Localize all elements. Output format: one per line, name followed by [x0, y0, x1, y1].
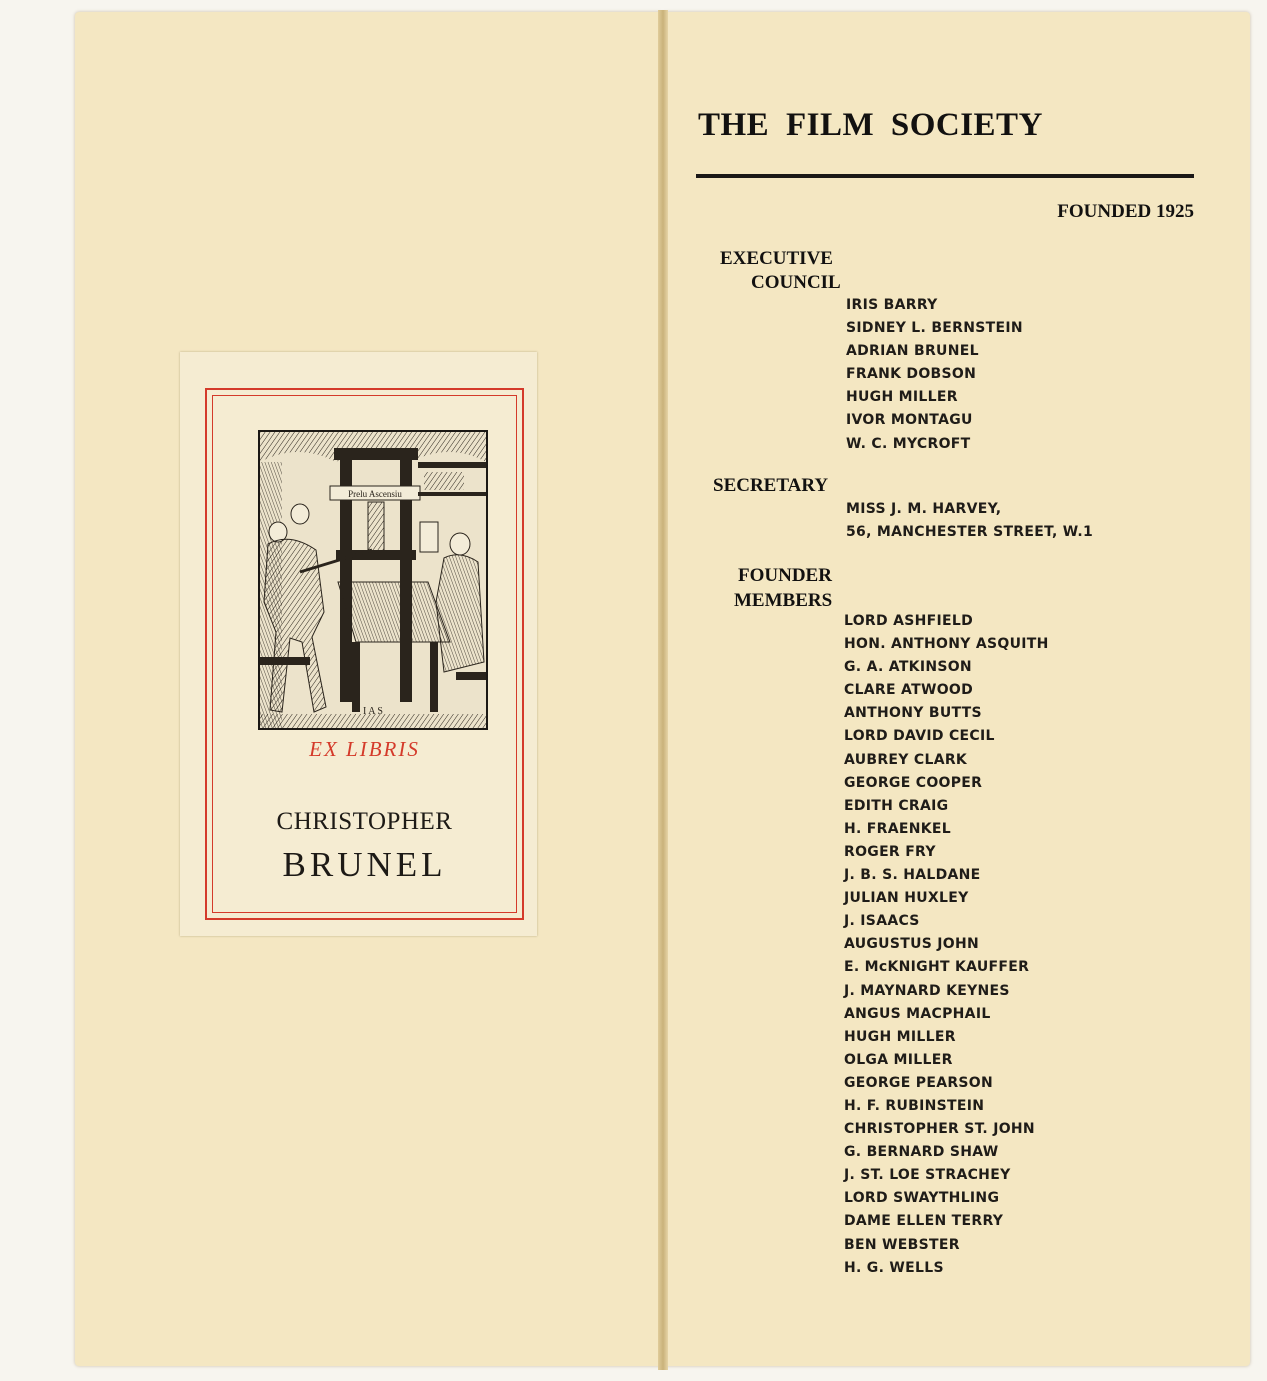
printing-press-woodcut	[258, 430, 488, 730]
list-item: J. ISAACS	[844, 913, 920, 930]
list-item: J. MAYNARD KEYNES	[844, 982, 1010, 999]
list-item: ANTHONY BUTTS	[844, 705, 982, 722]
list-item: EDITH CRAIG	[844, 797, 949, 814]
list-item: J. ST. LOE STRACHEY	[844, 1167, 1011, 1184]
list-item: FRANK DOBSON	[846, 366, 977, 383]
list-item: CLARE ATWOOD	[844, 682, 974, 699]
list-item: HUGH MILLER	[844, 1028, 956, 1045]
list-item: LORD SWAYTHLING	[844, 1190, 1000, 1207]
list-item: W. C. MYCROFT	[846, 435, 971, 452]
list-item: ADRIAN BRUNEL	[846, 343, 979, 360]
list-item: H. G. WELLS	[844, 1259, 944, 1276]
founder-heading-line2: MEMBERS	[734, 590, 833, 611]
list-item: G. BERNARD SHAW	[844, 1144, 999, 1161]
list-item: AUBREY CLARK	[844, 751, 968, 768]
title-rule	[696, 174, 1194, 178]
list-item: HON. ANTHONY ASQUITH	[844, 636, 1049, 653]
list-item: J. B. S. HALDANE	[844, 867, 981, 884]
list-item: ROGER FRY	[844, 843, 936, 860]
list-item: H. FRAENKEL	[844, 820, 952, 837]
list-item: IVOR MONTAGU	[846, 412, 973, 429]
owner-first-name: CHRISTOPHER	[276, 808, 453, 835]
list-item: AUGUSTUS JOHN	[844, 936, 980, 953]
list-item: HUGH MILLER	[846, 389, 958, 406]
list-item: OLGA MILLER	[844, 1051, 953, 1068]
list-item: BEN WEBSTER	[844, 1236, 960, 1253]
woodcut-monogram: I A S	[362, 706, 384, 717]
list-item: GEORGE PEARSON	[844, 1074, 994, 1091]
secretary-heading: SECRETARY	[713, 475, 829, 496]
list-item: E. McKNIGHT KAUFFER	[844, 959, 1030, 976]
spine-fold	[658, 10, 668, 1370]
list-item: H. F. RUBINSTEIN	[844, 1097, 985, 1114]
list-item: LORD DAVID CECIL	[844, 728, 995, 745]
ex-libris-label: EX LIBRIS	[309, 737, 420, 761]
woodcut-banner-text: Prelu Ascensiu	[348, 489, 402, 499]
list-item: G. A. ATKINSON	[844, 659, 972, 676]
founder-members-list	[844, 610, 1049, 1280]
list-item: SIDNEY L. BERNSTEIN	[846, 320, 1023, 337]
founded-date: FOUNDED 1925	[1057, 201, 1194, 222]
list-item: GEORGE COOPER	[844, 774, 983, 791]
list-item: ANGUS MACPHAIL	[844, 1005, 991, 1022]
list-item: DAME ELLEN TERRY	[844, 1213, 1004, 1230]
list-item: MISS J. M. HARVEY,	[846, 501, 1002, 517]
owner-last-name: BRUNEL	[282, 845, 447, 884]
list-item: LORD ASHFIELD	[844, 613, 974, 629]
executive-heading-line1: EXECUTIVE	[720, 248, 833, 269]
list-item: JULIAN HUXLEY	[844, 890, 969, 907]
executive-council-list	[846, 294, 1023, 456]
list-item: CHRISTOPHER ST. JOHN	[844, 1121, 1035, 1138]
founder-heading-line1: FOUNDER	[738, 565, 832, 586]
list-item: 56, MANCHESTER STREET, W.1	[846, 524, 1094, 541]
secretary-list	[846, 498, 1093, 544]
executive-heading-line2: COUNCIL	[751, 272, 841, 293]
list-item: IRIS BARRY	[846, 297, 938, 313]
bookplate	[180, 352, 537, 936]
page-title: THE FILM SOCIETY	[698, 107, 1043, 143]
